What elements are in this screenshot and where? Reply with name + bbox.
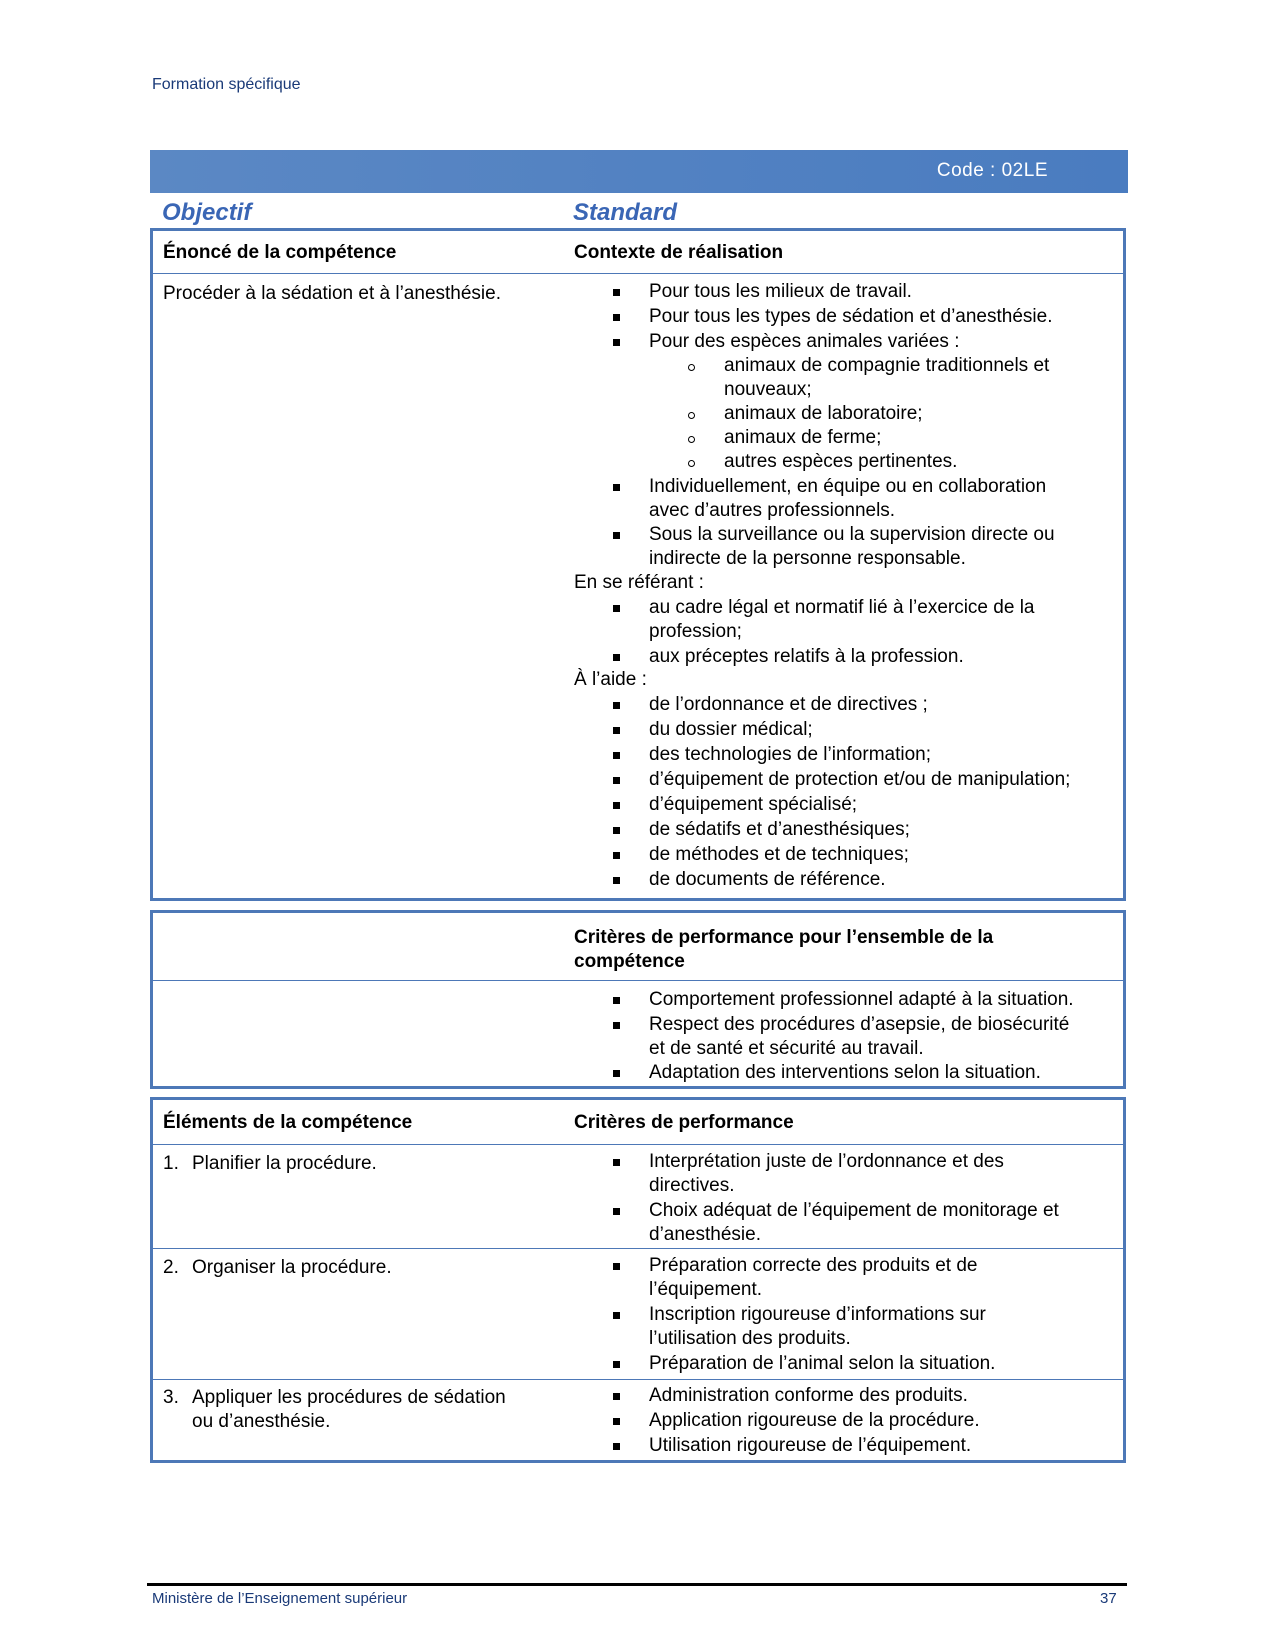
- context-item: d’équipement de protection et/ou de manipulation;: [649, 769, 1071, 790]
- bullet-icon: [613, 1312, 620, 1319]
- criteria-item: Préparation correcte des produits et de: [649, 1255, 978, 1276]
- objective-heading: Objectif: [162, 199, 252, 226]
- criteria-item: Adaptation des interventions selon la situation.: [649, 1062, 1041, 1083]
- element-number: 1.: [163, 1153, 179, 1174]
- bullet-icon: [613, 339, 620, 346]
- criteria-item: Respect des procédures d’asepsie, de biosécurité: [649, 1014, 1070, 1035]
- header-separator: [153, 1144, 1123, 1145]
- elements-criteria-box: [150, 1097, 1126, 1463]
- criteria-item: Comportement professionnel adapté à la situation.: [649, 989, 1074, 1010]
- criteria-item: Interprétation juste de l’ordonnance et des: [649, 1151, 1004, 1172]
- element-label: Appliquer les procédures de sédation: [192, 1387, 506, 1408]
- circle-bullet-icon: [688, 364, 695, 371]
- performance-criteria-header: Critères de performance: [574, 1112, 794, 1133]
- context-item: Sous la surveillance ou la supervision directe ou: [649, 524, 1055, 545]
- competency-statement-header: Énoncé de la compétence: [163, 242, 397, 263]
- element-label: Planifier la procédure.: [192, 1153, 377, 1174]
- criteria-item: et de santé et sécurité au travail.: [649, 1038, 924, 1059]
- context-item: aux préceptes relatifs à la profession.: [649, 646, 964, 667]
- bullet-icon: [613, 752, 620, 759]
- elements-header: Éléments de la compétence: [163, 1112, 413, 1133]
- criteria-item: l’équipement.: [649, 1279, 763, 1300]
- context-item: Pour tous les types de sédation et d’anesthésie.: [649, 306, 1053, 327]
- context-subitem: nouveaux;: [724, 379, 812, 400]
- criteria-item: l’utilisation des produits.: [649, 1328, 851, 1349]
- bullet-icon: [613, 605, 620, 612]
- bullet-icon: [613, 1159, 620, 1166]
- bullet-icon: [613, 1393, 620, 1400]
- context-item: au cadre légal et normatif lié à l’exercice de la: [649, 597, 1035, 618]
- criteria-item: Inscription rigoureuse d’informations sur: [649, 1304, 986, 1325]
- competency-context-box: [150, 228, 1126, 901]
- running-title: Formation spécifique: [152, 76, 301, 93]
- criteria-item: Utilisation rigoureuse de l’équipement.: [649, 1435, 972, 1456]
- context-subitem: autres espèces pertinentes.: [724, 451, 958, 472]
- bullet-icon: [613, 484, 620, 491]
- element-label: Organiser la procédure.: [192, 1257, 392, 1278]
- bullet-icon: [613, 314, 620, 321]
- context-item: Pour tous les milieux de travail.: [649, 281, 912, 302]
- criteria-item: Choix adéquat de l’équipement de monitorage et: [649, 1200, 1059, 1221]
- overall-criteria-header: Critères de performance pour l’ensemble de la: [574, 927, 994, 948]
- bullet-icon: [613, 654, 620, 661]
- bullet-icon: [613, 1070, 620, 1077]
- bullet-icon: [613, 827, 620, 834]
- page-number: 37: [1100, 1590, 1117, 1607]
- element-number: 2.: [163, 1257, 179, 1278]
- criteria-item: directives.: [649, 1175, 735, 1196]
- context-subitem: animaux de ferme;: [724, 427, 882, 448]
- criteria-item: Application rigoureuse de la procédure.: [649, 1410, 980, 1431]
- context-item: avec d’autres professionnels.: [649, 500, 896, 521]
- context-item: indirecte de la personne responsable.: [649, 548, 966, 569]
- row-separator: [153, 1379, 1123, 1380]
- header-separator: [153, 980, 1123, 981]
- context-item: de documents de référence.: [649, 869, 886, 890]
- competency-code: Code : 02LE: [936, 160, 1048, 181]
- circle-bullet-icon: [688, 436, 695, 443]
- bullet-icon: [613, 997, 620, 1004]
- bullet-icon: [613, 702, 620, 709]
- header-separator: [153, 273, 1123, 274]
- criteria-item: d’anesthésie.: [649, 1224, 761, 1245]
- context-item: profession;: [649, 621, 742, 642]
- context-item: de méthodes et de techniques;: [649, 844, 909, 865]
- row-separator: [153, 1248, 1123, 1249]
- criteria-item: Préparation de l’animal selon la situation.: [649, 1353, 996, 1374]
- bullet-icon: [613, 802, 620, 809]
- bullet-icon: [613, 1263, 620, 1270]
- bullet-icon: [613, 1361, 620, 1368]
- footer-rule: [147, 1583, 1127, 1586]
- overall-criteria-header: compétence: [574, 951, 685, 972]
- context-subitem: animaux de compagnie traditionnels et: [724, 355, 1050, 376]
- criteria-item: Administration conforme des produits.: [649, 1385, 968, 1406]
- element-label: ou d’anesthésie.: [192, 1411, 331, 1432]
- element-number: 3.: [163, 1387, 179, 1408]
- context-subitem: animaux de laboratoire;: [724, 403, 923, 424]
- bullet-icon: [613, 1022, 620, 1029]
- bullet-icon: [613, 777, 620, 784]
- context-item: de sédatifs et d’anesthésiques;: [649, 819, 910, 840]
- circle-bullet-icon: [688, 460, 695, 467]
- context-item: du dossier médical;: [649, 719, 813, 740]
- context-item: des technologies de l’information;: [649, 744, 932, 765]
- context-item: Pour des espèces animales variées :: [649, 331, 960, 352]
- context-item: d’équipement spécialisé;: [649, 794, 858, 815]
- context-header: Contexte de réalisation: [574, 242, 784, 263]
- bullet-icon: [613, 1208, 620, 1215]
- footer-ministry: Ministère de l’Enseignement supérieur: [152, 1590, 408, 1607]
- context-intro: En se référant :: [574, 572, 704, 593]
- bullet-icon: [613, 289, 620, 296]
- circle-bullet-icon: [688, 412, 695, 419]
- bullet-icon: [613, 1443, 620, 1450]
- bullet-icon: [613, 532, 620, 539]
- code-bar: [150, 150, 1128, 193]
- overall-criteria-box: [150, 910, 1126, 1089]
- bullet-icon: [613, 852, 620, 859]
- competency-statement: Procéder à la sédation et à l’anesthésie.: [163, 283, 501, 304]
- context-intro: À l’aide :: [574, 669, 647, 690]
- standard-heading: Standard: [573, 199, 678, 226]
- bullet-icon: [613, 877, 620, 884]
- bullet-icon: [613, 727, 620, 734]
- context-item: de l’ordonnance et de directives ;: [649, 694, 928, 715]
- bullet-icon: [613, 1418, 620, 1425]
- context-item: Individuellement, en équipe ou en collaboration: [649, 476, 1047, 497]
